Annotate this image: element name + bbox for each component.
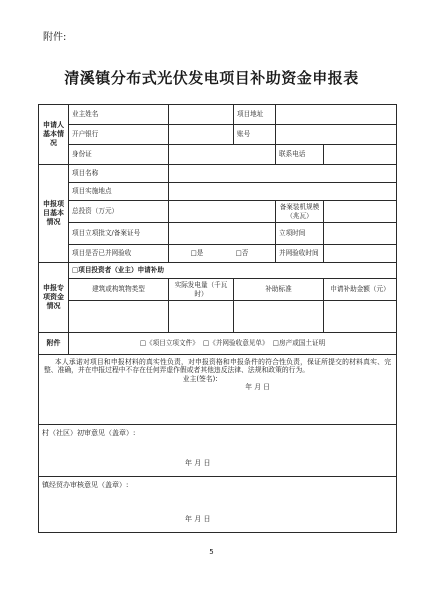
project-name-field[interactable] <box>169 165 397 183</box>
account-label: 账号 <box>234 125 276 145</box>
village-opinion-label: 村（社区）初审意见（盖章）: <box>42 429 136 437</box>
bank-field[interactable] <box>169 125 234 145</box>
application-form <box>38 104 397 533</box>
grid-time-label: 并网验收时间 <box>276 245 324 263</box>
town-opinion-label: 镇经贸办审核意见（盖章）: <box>42 481 129 489</box>
yes-checkbox[interactable]: □是 <box>190 249 204 258</box>
attachment-grid-acceptance-checkbox[interactable]: □《并网验收意见单》 <box>203 339 269 348</box>
installed-capacity-label: 备案装机规模（兆瓦） <box>276 201 324 223</box>
id-card-label: 身份证 <box>69 145 169 165</box>
col-building-type: 建筑或构筑物类型 <box>69 279 169 301</box>
owner-name-field[interactable] <box>169 105 234 125</box>
section-funding-heading: 申报专项资金情况 <box>39 263 69 333</box>
grid-time-field[interactable] <box>324 245 397 263</box>
attachments-checklist <box>69 333 397 355</box>
pledge-text: 本人承诺对项目和申报材料的真实性负责，对申报资格和申报条件的符合性负责，保证所提交的材料真实、完整、准确，并在申报过程中不存在任何弄虚作假或者其他违反法律、法规和政策的行为。 <box>44 358 391 375</box>
col-subsidy-standard: 补助标准 <box>234 279 324 301</box>
pledge-section <box>39 355 397 425</box>
phone-field[interactable] <box>324 145 397 165</box>
investor-subsidy-checkbox[interactable]: □项目投资者（业主）申请补助 <box>69 263 397 279</box>
pledge-date: 年 月 日 <box>245 383 270 392</box>
building-type-field[interactable] <box>69 301 169 333</box>
col-subsidy-amount: 申请补助金额（元） <box>324 279 397 301</box>
subsidy-standard-field[interactable] <box>234 301 324 333</box>
attachment-property-proof-checkbox[interactable]: □房产或国土证明 <box>272 339 326 348</box>
page-number: 5 <box>209 548 214 556</box>
project-address-label: 项目地址 <box>234 105 276 125</box>
total-investment-field[interactable] <box>169 201 276 223</box>
approval-number-label: 项目立项批文/备案证号 <box>69 223 169 245</box>
phone-label: 联系电话 <box>276 145 324 165</box>
attachment-approval-doc-checkbox[interactable]: □《项目立项文件》 <box>139 339 199 348</box>
village-opinion-box[interactable] <box>39 425 397 477</box>
project-site-label: 项目实施地点 <box>69 183 169 201</box>
attachment-label: 附件: <box>43 32 67 43</box>
start-time-field[interactable] <box>324 223 397 245</box>
bank-label: 开户银行 <box>69 125 169 145</box>
actual-power-field[interactable] <box>169 301 234 333</box>
approval-number-field[interactable] <box>169 223 276 245</box>
grid-acceptance-options <box>169 245 276 263</box>
no-checkbox[interactable]: □否 <box>235 249 249 258</box>
installed-capacity-field[interactable] <box>324 201 397 223</box>
start-time-label: 立项时间 <box>276 223 324 245</box>
account-field[interactable] <box>276 125 397 145</box>
subsidy-amount-field[interactable] <box>324 301 397 333</box>
section-applicant-heading: 申请人基本情况 <box>39 105 69 165</box>
owner-signature-label[interactable]: 业主(签名): <box>182 374 218 383</box>
project-site-field[interactable] <box>169 183 397 201</box>
total-investment-label: 总投资（万元） <box>69 201 169 223</box>
id-card-field[interactable] <box>169 145 276 165</box>
village-opinion-date: 年 月 日 <box>185 459 211 468</box>
col-actual-power: 实际发电量（千瓦时） <box>169 279 234 301</box>
section-project-heading: 申报项目基本情况 <box>39 165 69 263</box>
grid-acceptance-label: 项目是否已并网验收 <box>69 245 169 263</box>
town-opinion-date: 年 月 日 <box>185 515 211 524</box>
owner-name-label: 业主姓名 <box>69 105 169 125</box>
project-address-field[interactable] <box>276 105 397 125</box>
town-opinion-box[interactable] <box>39 477 397 533</box>
form-title: 清溪镇分布式光伏发电项目补助资金申报表 <box>64 69 359 87</box>
project-name-label: 项目名称 <box>69 165 169 183</box>
attachments-heading: 附件 <box>39 333 69 355</box>
